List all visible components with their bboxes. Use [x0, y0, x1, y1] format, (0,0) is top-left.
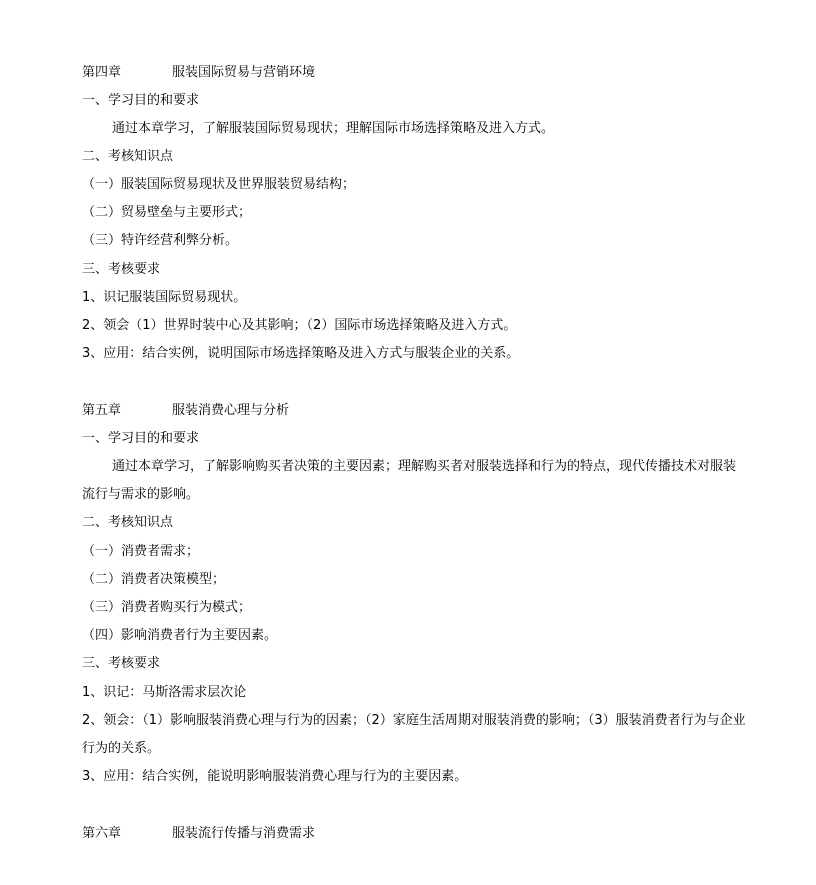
ch5-knowledge-item-3: （三）消费者购买行为模式；: [82, 600, 252, 615]
ch5-knowledge-item-2: （二）消费者决策模型；: [82, 572, 226, 587]
chapter-6-heading: [82, 825, 315, 843]
chapter-6-title: 服装流行传播与消费需求: [172, 826, 316, 841]
chapter-5-heading: [82, 402, 289, 420]
ch4-requirement-2: 2、领会（1）世界时装中心及其影响；（2）国际市场选择策略及进入方式。: [82, 318, 517, 333]
ch4-knowledge-item-3: （三）特许经营利弊分析。: [82, 233, 239, 248]
ch5-knowledge-item-4: （四）影响消费者行为主要因素。: [82, 628, 278, 643]
ch5-requirement-2-line-2: 行为的关系。: [82, 741, 161, 756]
ch5-requirement-2-line-1: 2、领会：（1）影响服装消费心理与行为的因素；（2）家庭生活周期对服装消费的影响；（3）服装消费者行为与企业: [82, 713, 746, 728]
ch4-requirement-3: 3、应用：结合实例，说明国际市场选择策略及进入方式与服装企业的关系。: [82, 346, 520, 361]
ch4-section-1-text: 通过本章学习，了解服装国际贸易现状；理解国际市场选择策略及进入方式。: [112, 121, 555, 136]
ch4-knowledge-item-2: （二）贸易壁垒与主要形式；: [82, 205, 252, 220]
ch5-section-1-heading: 一、学习目的和要求: [82, 431, 200, 446]
chapter-6-number: 第六章: [82, 826, 122, 841]
chapter-5-number: 第五章: [82, 403, 122, 418]
ch5-section-3-heading: 三、考核要求: [82, 656, 161, 671]
ch4-section-2-heading: 二、考核知识点: [82, 149, 174, 164]
chapter-4-number: 第四章: [82, 65, 122, 80]
ch5-knowledge-item-1: （一）消费者需求；: [82, 544, 200, 559]
chapter-4-heading: [82, 64, 315, 82]
ch5-requirement-1: 1、识记：马斯洛需求层次论: [82, 685, 247, 700]
ch4-section-3-heading: 三、考核要求: [82, 262, 161, 277]
ch5-section-1-text-line-1: 通过本章学习，了解影响购买者决策的主要因素；理解购买者对服装选择和行为的特点，现代传播技术对服装: [112, 459, 737, 474]
ch5-section-2-heading: 二、考核知识点: [82, 515, 174, 530]
chapter-4-title: 服装国际贸易与营销环境: [172, 65, 316, 80]
ch4-section-1-heading: 一、学习目的和要求: [82, 93, 200, 108]
ch5-section-1-text-line-2: 流行与需求的影响。: [82, 487, 200, 502]
ch5-requirement-3: 3、应用：结合实例，能说明影响服装消费心理与行为的主要因素。: [82, 769, 468, 784]
chapter-5-title: 服装消费心理与分析: [172, 403, 290, 418]
ch4-requirement-1: 1、识记服装国际贸易现状。: [82, 290, 247, 305]
ch4-knowledge-item-1: （一）服装国际贸易现状及世界服装贸易结构；: [82, 177, 356, 192]
